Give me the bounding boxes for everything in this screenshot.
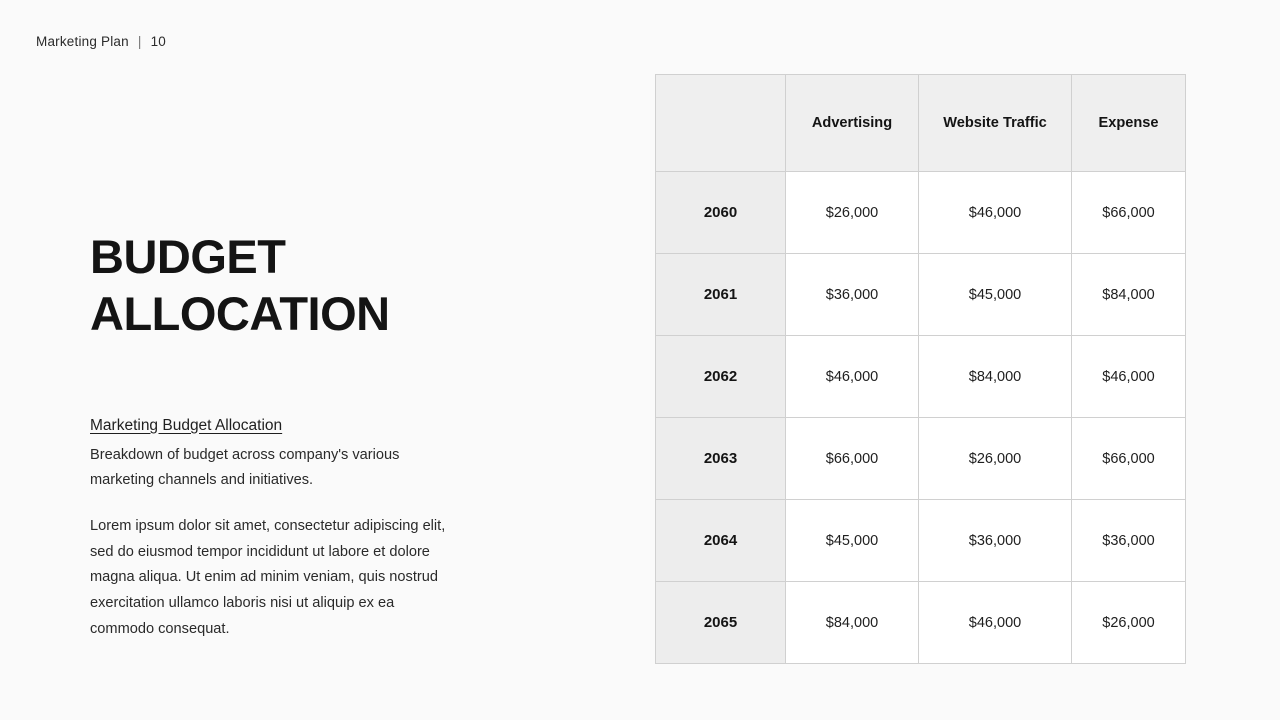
cell-advertising: $26,000 <box>786 172 919 254</box>
page-title-line-1: BUDGET <box>90 230 286 283</box>
page-title <box>90 228 570 343</box>
table-row <box>656 172 1186 254</box>
page-number: 10 <box>150 34 166 49</box>
cell-website-traffic: $45,000 <box>919 254 1072 336</box>
cell-expense: $66,000 <box>1072 172 1186 254</box>
table-corner-cell <box>656 75 786 172</box>
cell-expense: $46,000 <box>1072 336 1186 418</box>
column-header-advertising: Advertising <box>786 75 919 172</box>
page-title-line-2: ALLOCATION <box>90 287 390 341</box>
cell-advertising: $36,000 <box>786 254 919 336</box>
table-row <box>656 254 1186 336</box>
cell-website-traffic: $84,000 <box>919 336 1072 418</box>
table-row <box>656 582 1186 664</box>
header-separator: | <box>137 34 142 49</box>
cell-website-traffic: $46,000 <box>919 172 1072 254</box>
cell-website-traffic: $36,000 <box>919 500 1072 582</box>
slide-header <box>36 34 166 49</box>
cell-website-traffic: $46,000 <box>919 582 1072 664</box>
row-header-year: 2064 <box>656 500 786 582</box>
table-header-row <box>656 75 1186 172</box>
budget-table-container <box>655 74 1185 664</box>
cell-advertising: $66,000 <box>786 418 919 500</box>
table-row <box>656 500 1186 582</box>
cell-advertising: $84,000 <box>786 582 919 664</box>
table-body <box>656 172 1186 664</box>
left-content-column <box>90 228 570 642</box>
cell-advertising: $46,000 <box>786 336 919 418</box>
row-header-year: 2065 <box>656 582 786 664</box>
table-row <box>656 336 1186 418</box>
cell-expense: $26,000 <box>1072 582 1186 664</box>
cell-expense: $36,000 <box>1072 500 1186 582</box>
table-header <box>656 75 1186 172</box>
column-header-website-traffic: Website Traffic <box>919 75 1072 172</box>
budget-allocation-table <box>655 74 1186 664</box>
deck-title: Marketing Plan <box>36 34 129 49</box>
row-header-year: 2062 <box>656 336 786 418</box>
cell-expense: $66,000 <box>1072 418 1186 500</box>
table-row <box>656 418 1186 500</box>
row-header-year: 2061 <box>656 254 786 336</box>
cell-website-traffic: $26,000 <box>919 418 1072 500</box>
body-paragraph-1: Breakdown of budget across company's various marketing channels and initiatives. <box>90 446 400 489</box>
row-header-year: 2060 <box>656 172 786 254</box>
cell-expense: $84,000 <box>1072 254 1186 336</box>
cell-advertising: $45,000 <box>786 500 919 582</box>
body-paragraph-2: Lorem ipsum dolor sit amet, consectetur adipiscing elit, sed do eiusmod tempor incididunt ut labore et dolore magna aliqua. Ut enim ad minim veniam, quis nostrud exercitation ullamco laboris nisi ut aliquip ex ea commodo consequat. <box>90 518 446 637</box>
section-subheading: Marketing Budget Allocation <box>90 416 283 434</box>
column-header-expense: Expense <box>1072 75 1186 172</box>
row-header-year: 2063 <box>656 418 786 500</box>
